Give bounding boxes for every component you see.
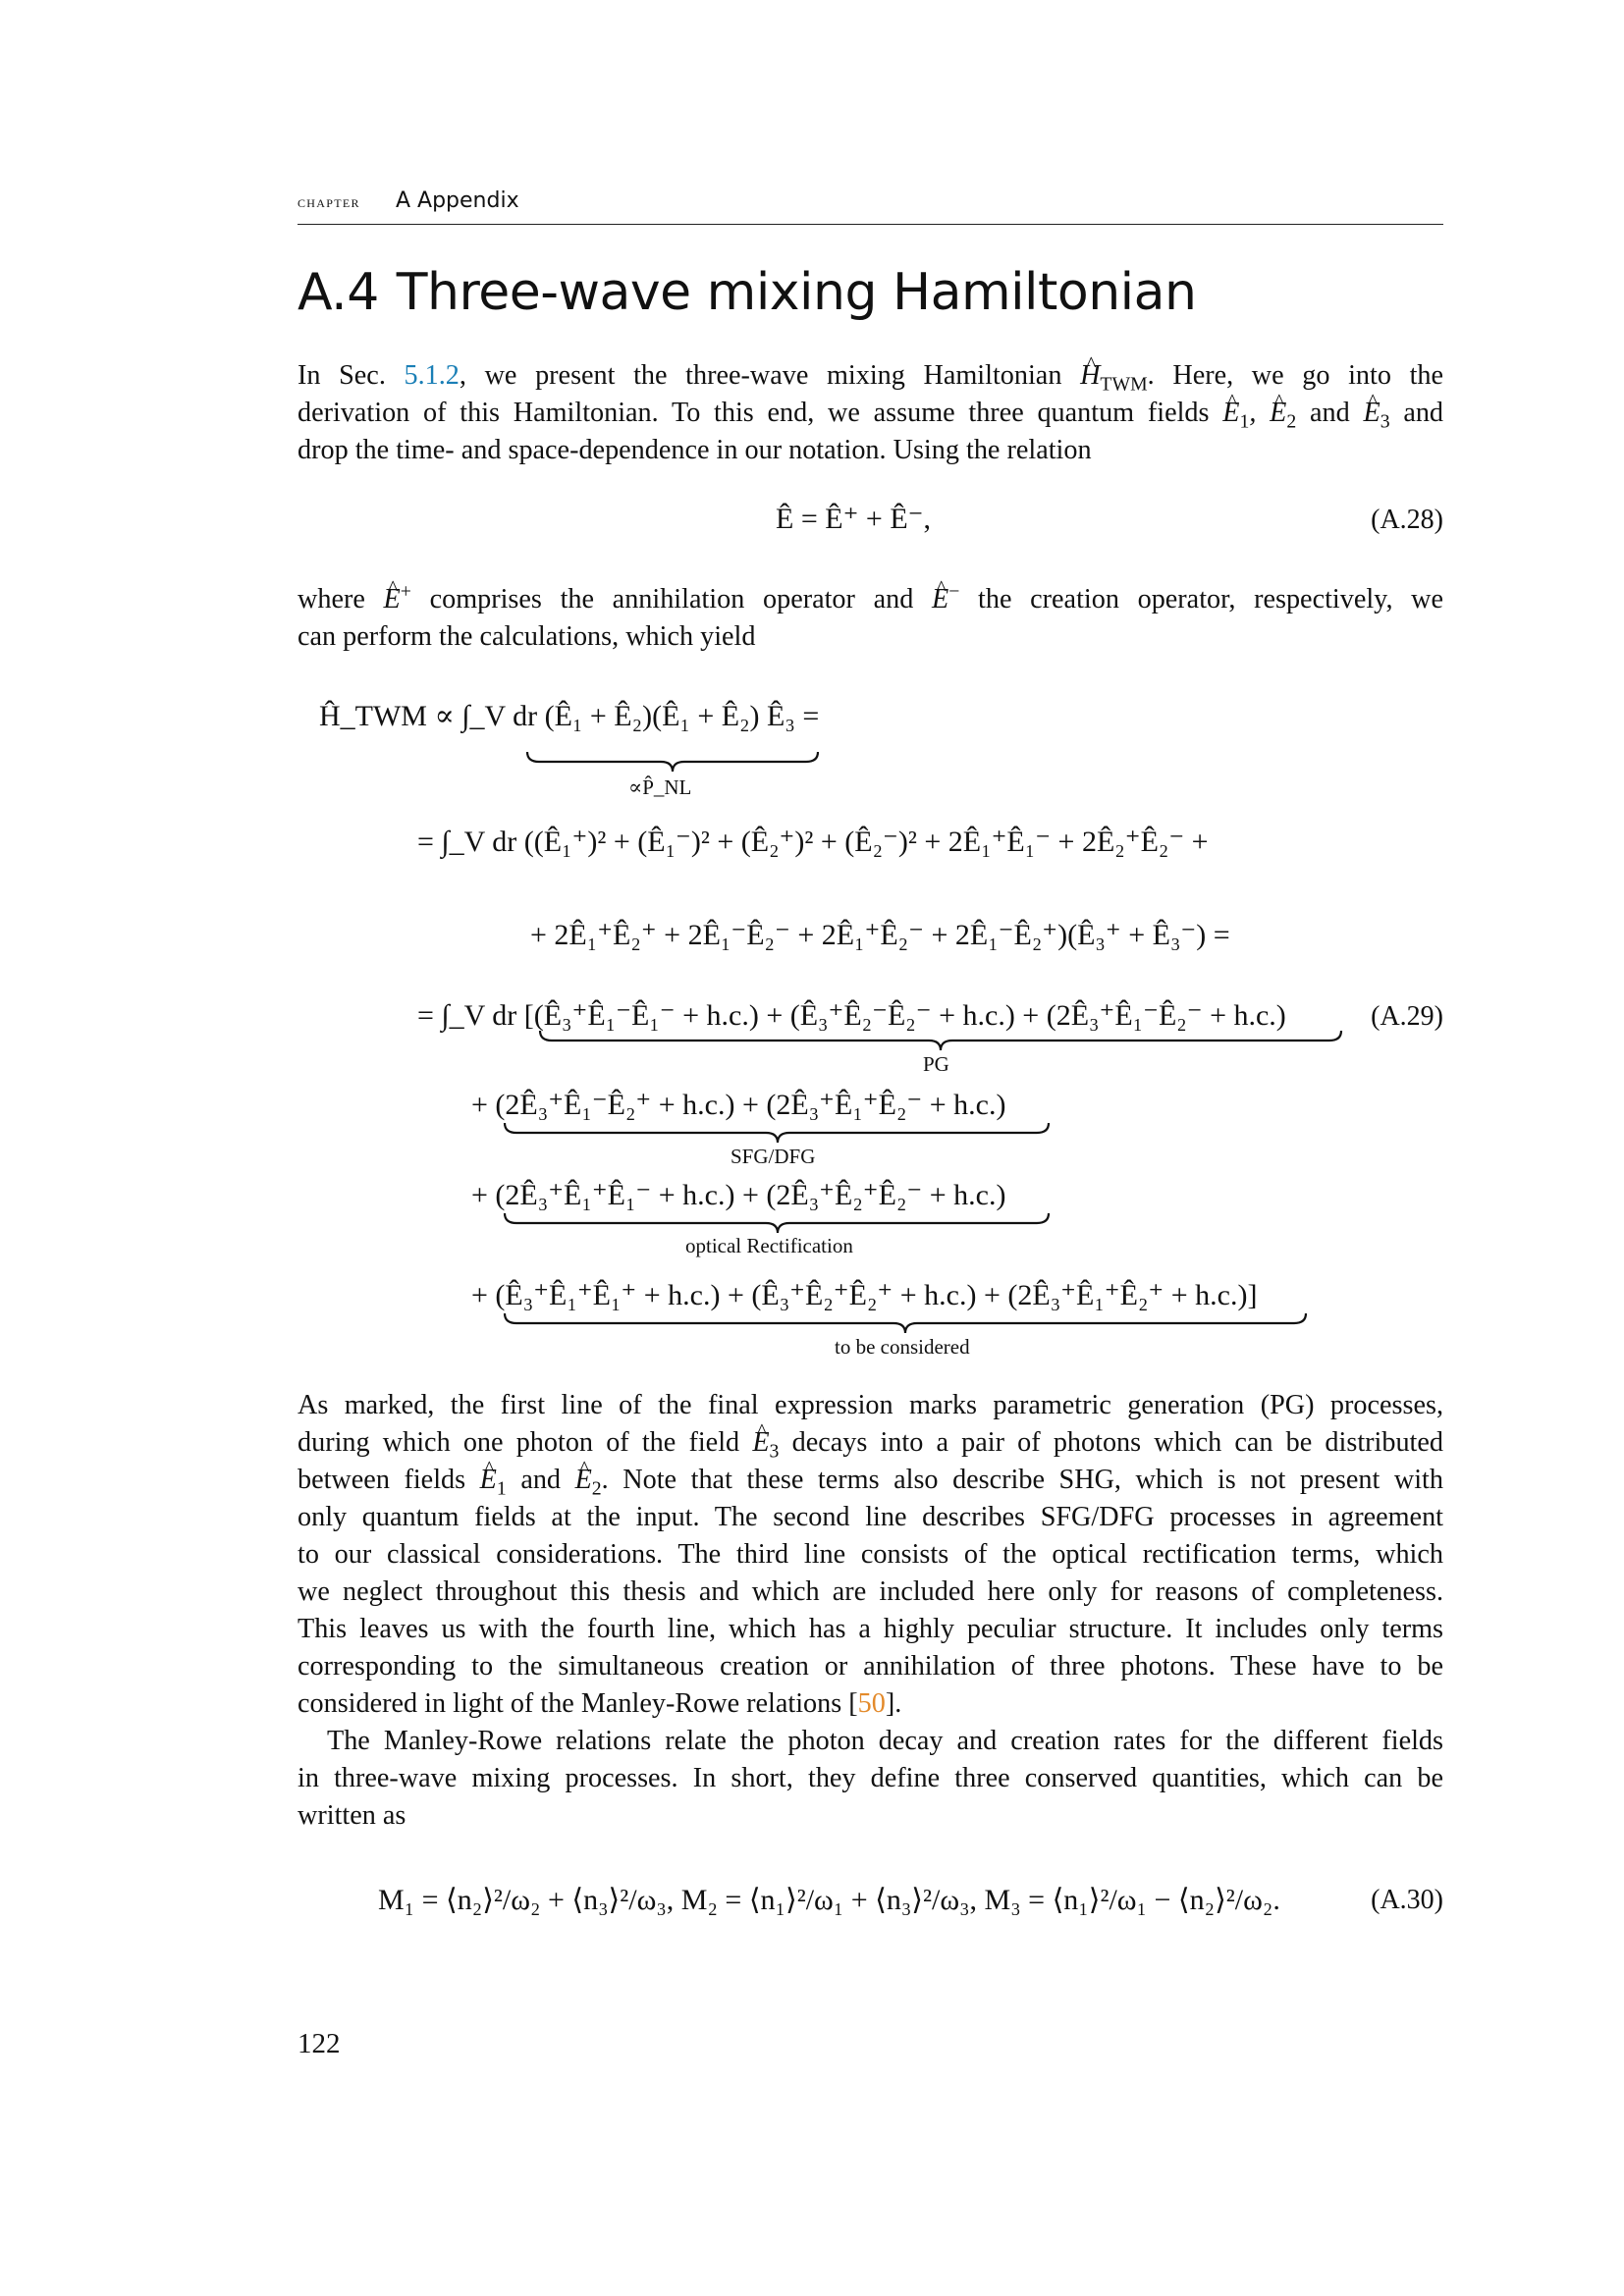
citation-link-50[interactable]: 50 <box>857 1688 886 1719</box>
body1-line-7: This leaves us with the fourth line, which has a highly peculiar structure. It includes only terms <box>298 1614 1443 1644</box>
eq-a29-line-4: = ∫_V dr [(Ê₃⁺Ê₁⁻Ê₁⁻ + h.c.) + (Ê₃⁺Ê₂⁻Ê₂⁻ + h.c.) + (2Ê₃⁺Ê₁⁻Ê₂⁻ + h.c.) <box>417 999 1286 1032</box>
operator-line-1: where ^ E+ comprises the annihilation operator and ^ E− the creation operator, respectively, we <box>298 581 1443 618</box>
eq-a29-line-7: + (Ê₃⁺Ê₁⁺Ê₁⁺ + h.c.) + (Ê₃⁺Ê₂⁺Ê₂⁺ + h.c.) + (2Ê₃⁺Ê₁⁺Ê₂⁺ + h.c.)] <box>471 1279 1258 1311</box>
intro-paragraph <box>298 357 1443 469</box>
body2-line-3: written as <box>298 1800 406 1831</box>
section-title-text: Three-wave mixing Hamiltonian <box>396 263 1197 322</box>
eq-a29-line-3: + 2Ê₁⁺Ê₂⁺ + 2Ê₁⁻Ê₂⁻ + 2Ê₁⁺Ê₂⁻ + 2Ê₁⁻Ê₂⁺)(Ê₃⁺ + Ê₃⁻) = <box>530 919 1230 951</box>
running-header <box>298 187 1443 225</box>
body2-line-2: in three-wave mixing processes. In short, they define three conserved quantities, which can be <box>298 1763 1443 1793</box>
eq-a29-line-6: + (2Ê₃⁺Ê₁⁺Ê₁⁻ + h.c.) + (2Ê₃⁺Ê₂⁺Ê₂⁻ + h.c.) <box>471 1179 1006 1211</box>
equation-a28: Ê = Ê⁺ + Ê⁻, <box>776 503 931 535</box>
body1-line-8: corresponding to the simultaneous creation or annihilation of three photons. These have to be <box>298 1651 1443 1682</box>
intro-line-3: drop the time- and space-dependence in our notation. Using the relation <box>298 435 1092 465</box>
equation-a30: M₁ = ⟨n₂⟩²/ω₂ + ⟨n₃⟩²/ω₃, M₂ = ⟨n₁⟩²/ω₁ + ⟨n₃⟩²/ω₃, M₃ = ⟨n₁⟩²/ω₁ − ⟨n₂⟩²/ω₂. <box>378 1884 1280 1916</box>
page-number: 122 <box>298 2028 341 2059</box>
brace-label-sfg-dfg: SFG/DFG <box>731 1145 816 1168</box>
brace-pg <box>538 1029 1343 1052</box>
brace-label-pnl: ∝P̂_NL <box>628 775 692 799</box>
section-link-5-1-2[interactable]: 5.1.2 <box>404 360 460 391</box>
body1-line-3: between fields ^ $E_1$ and ^ $E_2$. Note that these terms also describe SHG, which is not present with <box>298 1462 1443 1499</box>
equation-number-a29: (A.29) <box>1371 1001 1443 1032</box>
body1-line-9: considered in light of the Manley-Rowe relations [50]. <box>298 1688 902 1719</box>
body2-line-1: The Manley-Rowe relations relate the photon decay and creation rates for the different fields <box>327 1726 1443 1756</box>
body1-line-2: during which one photon of the field ^ $E_3$ decays into a pair of photons which can be distributed <box>298 1424 1443 1462</box>
brace-pnl <box>525 750 820 774</box>
brace-to-be-considered <box>503 1311 1308 1335</box>
operator-paragraph <box>298 581 1443 656</box>
brace-label-pg: PG <box>923 1052 949 1076</box>
eq-a29-line-5: + (2Ê₃⁺Ê₁⁻Ê₂⁺ + h.c.) + (2Ê₃⁺Ê₁⁺Ê₂⁻ + h.c.) <box>471 1089 1006 1121</box>
chapter-label: chapter <box>298 192 360 211</box>
equation-number-a30: (A.30) <box>1371 1885 1443 1915</box>
body-paragraph-1 <box>298 1387 1443 1723</box>
eq-a29-line-2: = ∫_V dr ((Ê₁⁺)² + (Ê₁⁻)² + (Ê₂⁺)² + (Ê₂⁻)² + 2Ê₁⁺Ê₁⁻ + 2Ê₂⁺Ê₂⁻ + <box>417 826 1209 858</box>
eq-a29-line-1: Ĥ_TWM ∝ ∫_V dr (Ê₁ + Ê₂)(Ê₁ + Ê₂) Ê₃ = <box>319 700 820 732</box>
body1-line-5: to our classical considerations. The third line consists of the optical rectification terms, which <box>298 1539 1443 1570</box>
section-number: A.4 <box>298 263 379 322</box>
intro-line-1: In Sec. 5.1.2, we present the three-wave mixing Hamiltonian ^ $H_{TWM}$. Here, we go into the <box>298 357 1443 395</box>
chapter-title: A Appendix <box>396 188 519 213</box>
brace-sfg-dfg <box>503 1121 1053 1145</box>
section-title <box>298 263 1196 322</box>
brace-optical-rectification <box>503 1211 1053 1235</box>
intro-line-2: derivation of this Hamiltonian. To this end, we assume three quantum fields ^ $E_1$, ^ $E_2$ and ^ $E_3$ and <box>298 395 1443 432</box>
operator-line-2: can perform the calculations, which yield <box>298 621 756 652</box>
body1-line-1: As marked, the first line of the final expression marks parametric generation (PG) processes, <box>298 1390 1443 1420</box>
brace-label-optical-rectification: optical Rectification <box>685 1234 853 1257</box>
body1-line-4: only quantum fields at the input. The second line describes SFG/DFG processes in agreement <box>298 1502 1443 1532</box>
equation-number-a28: (A.28) <box>1371 505 1443 535</box>
body1-line-6: we neglect throughout this thesis and which are included here only for reasons of completeness. <box>298 1576 1443 1607</box>
body-paragraph-2 <box>298 1723 1443 1835</box>
brace-label-to-be-considered: to be considered <box>835 1335 970 1359</box>
